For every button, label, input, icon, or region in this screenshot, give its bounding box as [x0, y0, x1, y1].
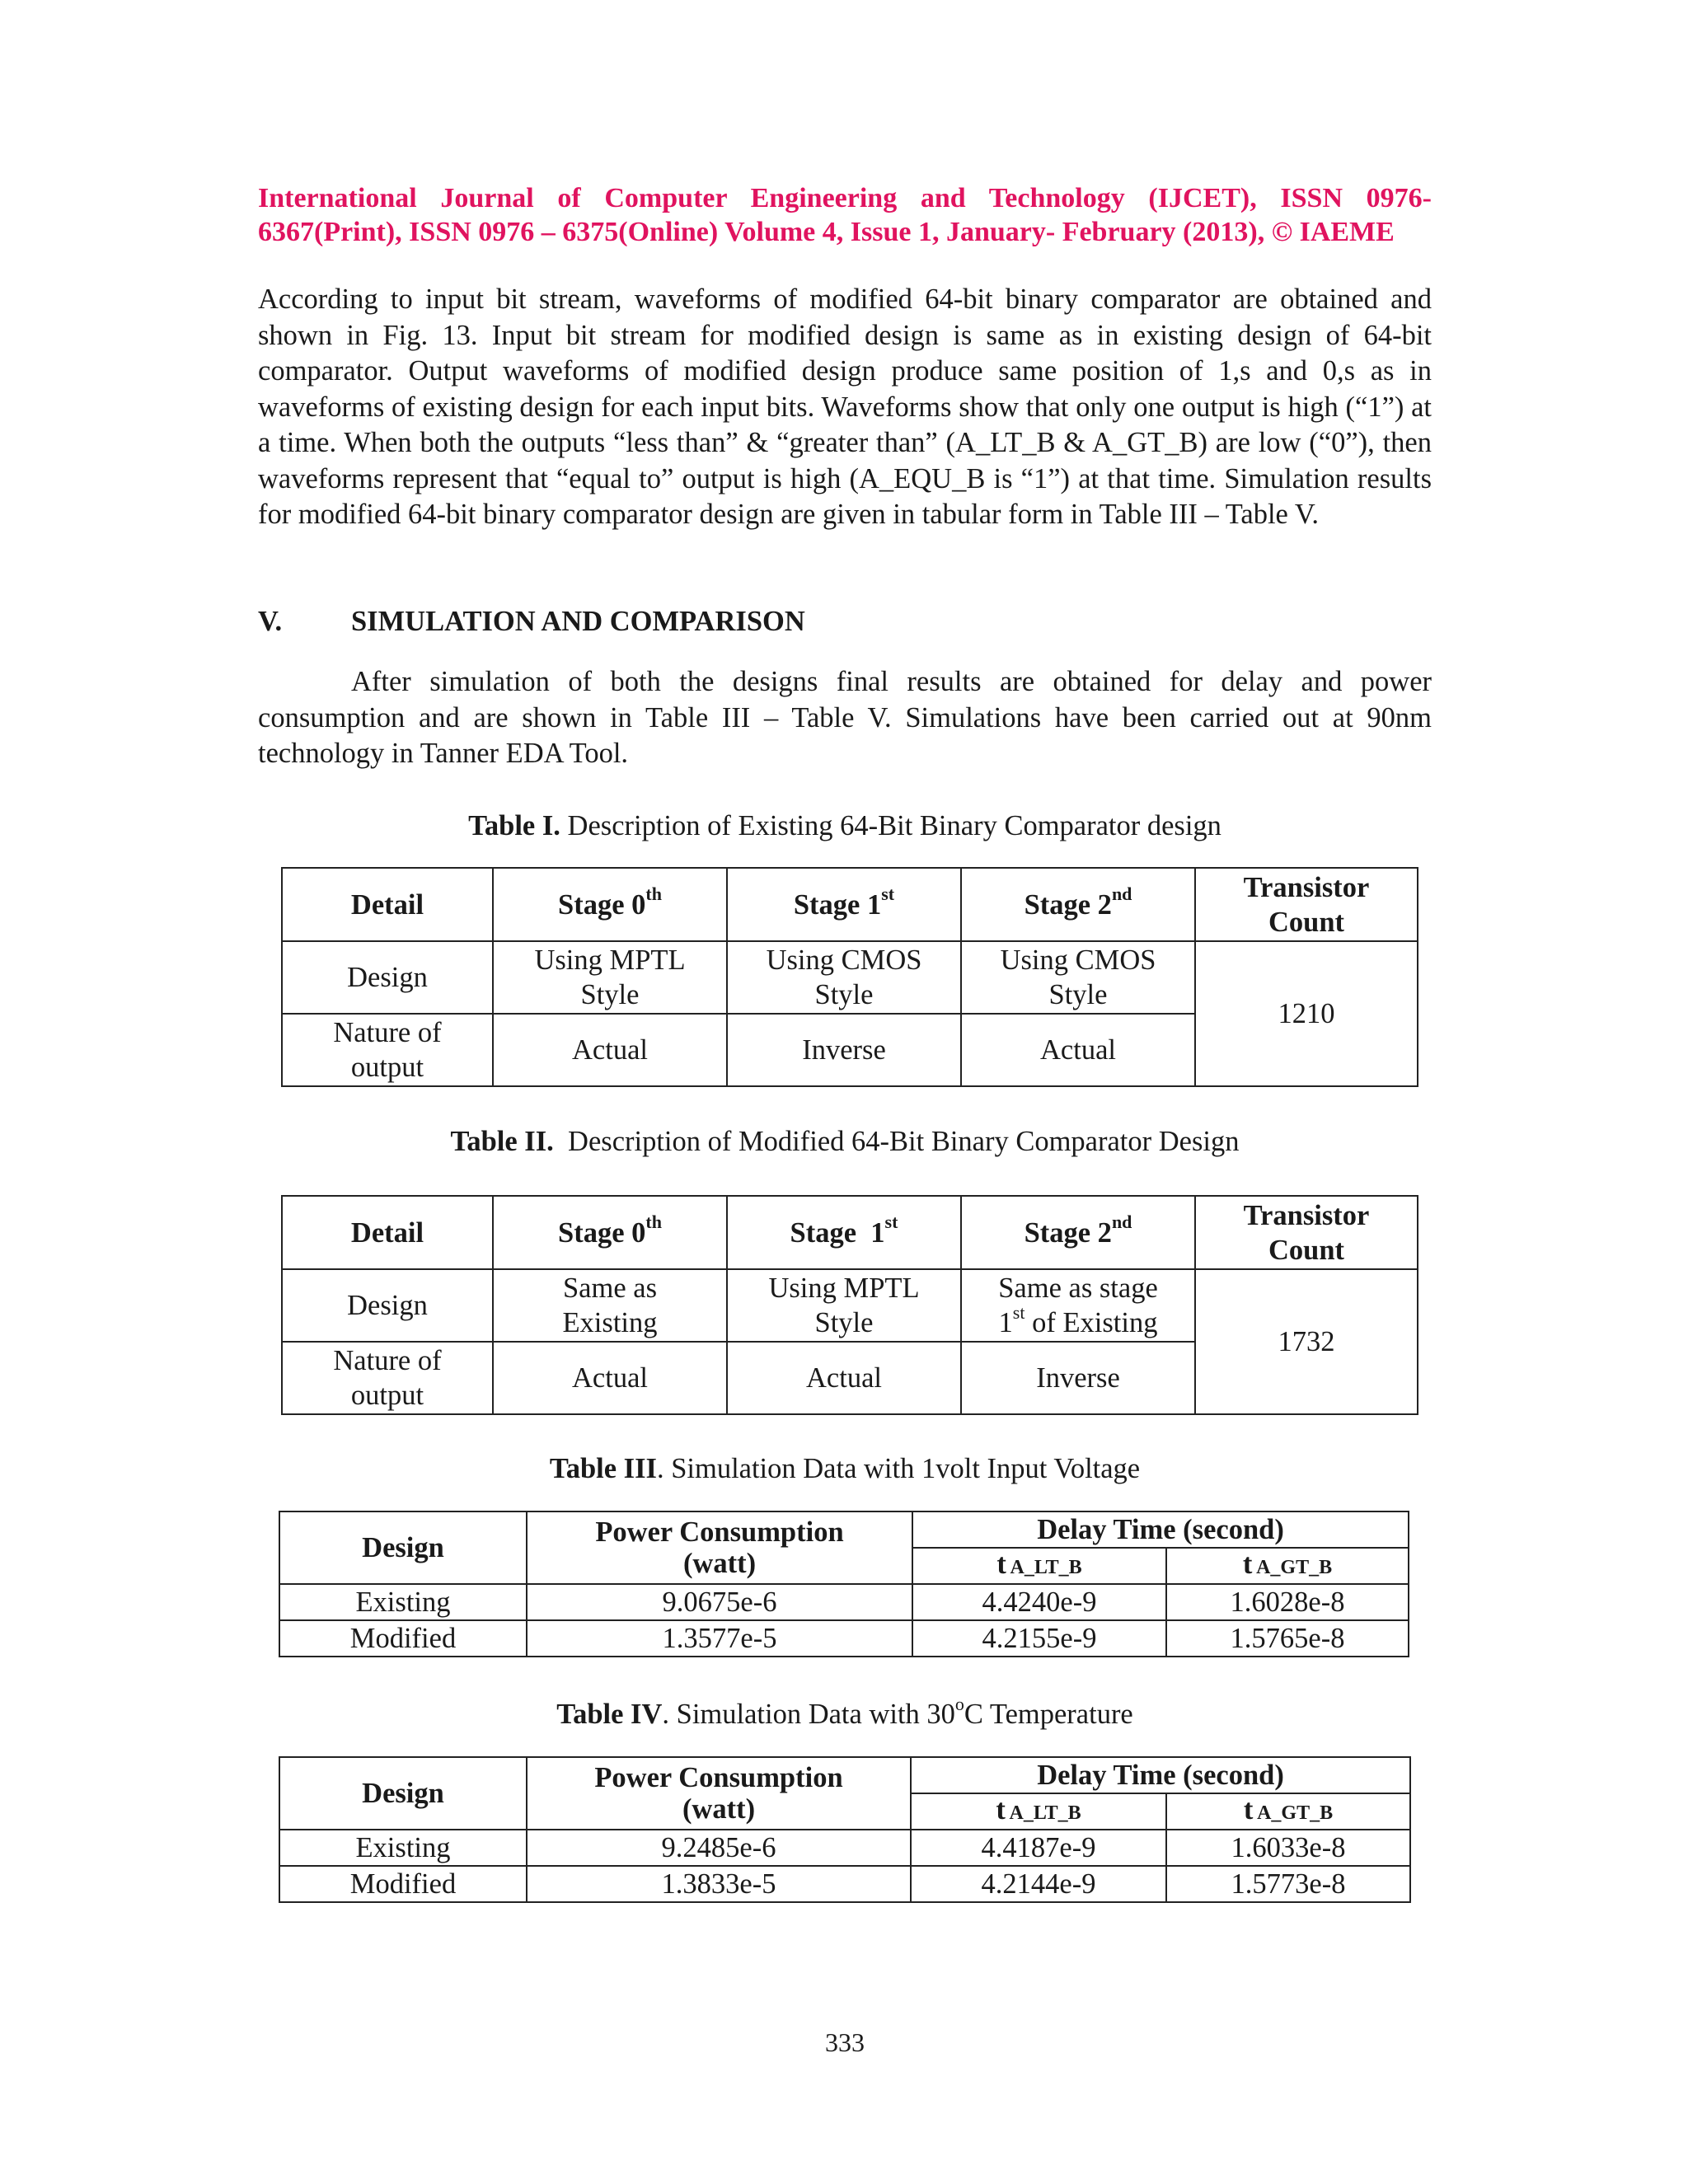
- table4-header-t-gt: t A_GT_B: [1166, 1793, 1410, 1830]
- section-heading: [258, 604, 805, 639]
- table4-caption-sup: o: [954, 1693, 964, 1714]
- section-title: SIMULATION AND COMPARISON: [351, 606, 805, 637]
- table-row: [282, 1196, 1418, 1269]
- table1-caption: [258, 808, 1432, 843]
- table-row: [279, 1584, 1409, 1620]
- section-number: V.: [258, 606, 283, 637]
- table1-design-label: Design: [282, 941, 493, 1014]
- table2-design-stage1: Using MPTL Style: [727, 1269, 961, 1342]
- table2-nature-stage0: Actual: [493, 1342, 727, 1414]
- table4-cell-gt: 1.6033e-8: [1166, 1830, 1410, 1866]
- table-row: [282, 941, 1418, 1014]
- table2-caption: [258, 1124, 1432, 1159]
- table4-cell-lt: 4.4187e-9: [911, 1830, 1166, 1866]
- table3-caption-label: Table III: [549, 1453, 657, 1484]
- table2-nature-label: Nature of output: [282, 1342, 493, 1414]
- page-number: 333: [825, 2027, 865, 2057]
- table4-caption-text-post: C Temperature: [964, 1699, 1133, 1730]
- table4-header-delay: Delay Time (second): [911, 1757, 1410, 1793]
- table4-cell-power: 1.3833e-5: [527, 1866, 911, 1902]
- table1-transistor-count: 1210: [1195, 941, 1418, 1086]
- table3: [279, 1511, 1409, 1657]
- table3-header-t-gt: t A_GT_B: [1166, 1548, 1409, 1584]
- table-row: [279, 1830, 1410, 1866]
- journal-header-line2: 6367(Print), ISSN 0976 – 6375(Online) Volume 4, Issue 1, January- February (2013), © IAEME: [258, 217, 1395, 247]
- table4-header-power: Power Consumption (watt): [527, 1757, 911, 1830]
- table3-cell-power: 9.0675e-6: [527, 1584, 912, 1620]
- table3-header-t-lt: t A_LT_B: [912, 1548, 1166, 1584]
- table4-caption: [258, 1693, 1432, 1732]
- table2-caption-label: Table II.: [450, 1126, 554, 1157]
- table2-design-stage0: Same as Existing: [493, 1269, 727, 1342]
- table2-header-detail: Detail: [282, 1196, 493, 1269]
- table4-header-t-lt: t A_LT_B: [911, 1793, 1166, 1830]
- table4: [279, 1756, 1411, 1903]
- table1-header-stage1: Stage 1st: [727, 868, 961, 941]
- table1-nature-stage2: Actual: [961, 1014, 1195, 1086]
- table3-cell-power: 1.3577e-5: [527, 1620, 912, 1657]
- table1-caption-text: Description of Existing 64-Bit Binary Comparator design: [560, 810, 1221, 841]
- table1-caption-label: Table I.: [468, 810, 560, 841]
- table2-header-stage0: Stage 0th: [493, 1196, 727, 1269]
- table3-cell-design: Modified: [279, 1620, 527, 1657]
- table2-header-stage2: Stage 2nd: [961, 1196, 1195, 1269]
- table4-cell-power: 9.2485e-6: [527, 1830, 911, 1866]
- table3-cell-gt: 1.5765e-8: [1166, 1620, 1409, 1657]
- table2-design-label: Design: [282, 1269, 493, 1342]
- table-row: [279, 1757, 1410, 1793]
- table4-cell-gt: 1.5773e-8: [1166, 1866, 1410, 1902]
- table3-header-power: Power Consumption (watt): [527, 1511, 912, 1584]
- table4-caption-text-pre: . Simulation Data with 30: [662, 1699, 955, 1730]
- table2-caption-text: Description of Modified 64-Bit Binary Comparator Design: [553, 1126, 1240, 1157]
- table1-nature-stage0: Actual: [493, 1014, 727, 1086]
- table2-design-stage2: Same as stage 1st of Existing: [961, 1269, 1195, 1342]
- table1: [281, 867, 1418, 1087]
- body-paragraph-1: According to input bit stream, waveforms of modified 64-bit binary comparator are obtained and shown in Fig. 13. Input bit stream for modified design is same as in existing design of 64-bit comparator. Output waveforms of modified design produce same position of 1,s and 0,s as in waveforms of existing design for each input bits. Waveforms show that only one output is high (“1”) at a time. When both the outputs “less than” & “greater than” (A_LT_B & A_GT_B) are low (“0”), then waveforms represent that “equal to” output is high (A_EQU_B is “1”) at that time. Simulation results for modified 64-bit binary comparator design are given in tabular form in Table III – Table V.: [258, 284, 1432, 530]
- table-row: [282, 1269, 1418, 1342]
- body-paragraph-2: After simulation of both the designs final results are obtained for delay and power consumption and are shown in Table III – Table V. Simulations have been carried out at 90nm technology in Tanner EDA Tool.: [258, 666, 1432, 769]
- table1-nature-label: Nature of output: [282, 1014, 493, 1086]
- table2-transistor-count: 1732: [1195, 1269, 1418, 1414]
- table2-nature-stage1: Actual: [727, 1342, 961, 1414]
- table3-cell-lt: 4.2155e-9: [912, 1620, 1166, 1657]
- table3-caption-text: . Simulation Data with 1volt Input Voltage: [656, 1453, 1141, 1484]
- table-row: [282, 868, 1418, 941]
- table3-caption: [258, 1451, 1432, 1486]
- table3-header-design: Design: [279, 1511, 527, 1584]
- table4-cell-design: Modified: [279, 1866, 527, 1902]
- table2: [281, 1195, 1418, 1415]
- table3-cell-gt: 1.6028e-8: [1166, 1584, 1409, 1620]
- table2-nature-stage2: Inverse: [961, 1342, 1195, 1414]
- table3-cell-design: Existing: [279, 1584, 527, 1620]
- table4-cell-lt: 4.2144e-9: [911, 1866, 1166, 1902]
- table1-header-transistor: Transistor Count: [1195, 868, 1418, 941]
- table1-header-detail: Detail: [282, 868, 493, 941]
- table-row: [279, 1866, 1410, 1902]
- table1-header-stage2: Stage 2nd: [961, 868, 1195, 941]
- table4-caption-label: Table IV: [556, 1699, 663, 1730]
- table3-cell-lt: 4.4240e-9: [912, 1584, 1166, 1620]
- table1-design-stage0: Using MPTL Style: [493, 941, 727, 1014]
- table1-design-stage2: Using CMOS Style: [961, 941, 1195, 1014]
- table2-header-transistor: Transistor Count: [1195, 1196, 1418, 1269]
- table4-cell-design: Existing: [279, 1830, 527, 1866]
- table3-header-delay: Delay Time (second): [912, 1511, 1409, 1548]
- table1-design-stage1: Using CMOS Style: [727, 941, 961, 1014]
- journal-header: [258, 181, 1432, 249]
- table-row: [279, 1620, 1409, 1657]
- table1-nature-stage1: Inverse: [727, 1014, 961, 1086]
- table1-header-stage0: Stage 0th: [493, 868, 727, 941]
- table4-header-design: Design: [279, 1757, 527, 1830]
- table-row: [279, 1511, 1409, 1548]
- journal-header-line1: International Journal of Computer Engineering and Technology (IJCET), ISSN 0976-: [258, 183, 1432, 213]
- table2-header-stage1: Stage 1st: [727, 1196, 961, 1269]
